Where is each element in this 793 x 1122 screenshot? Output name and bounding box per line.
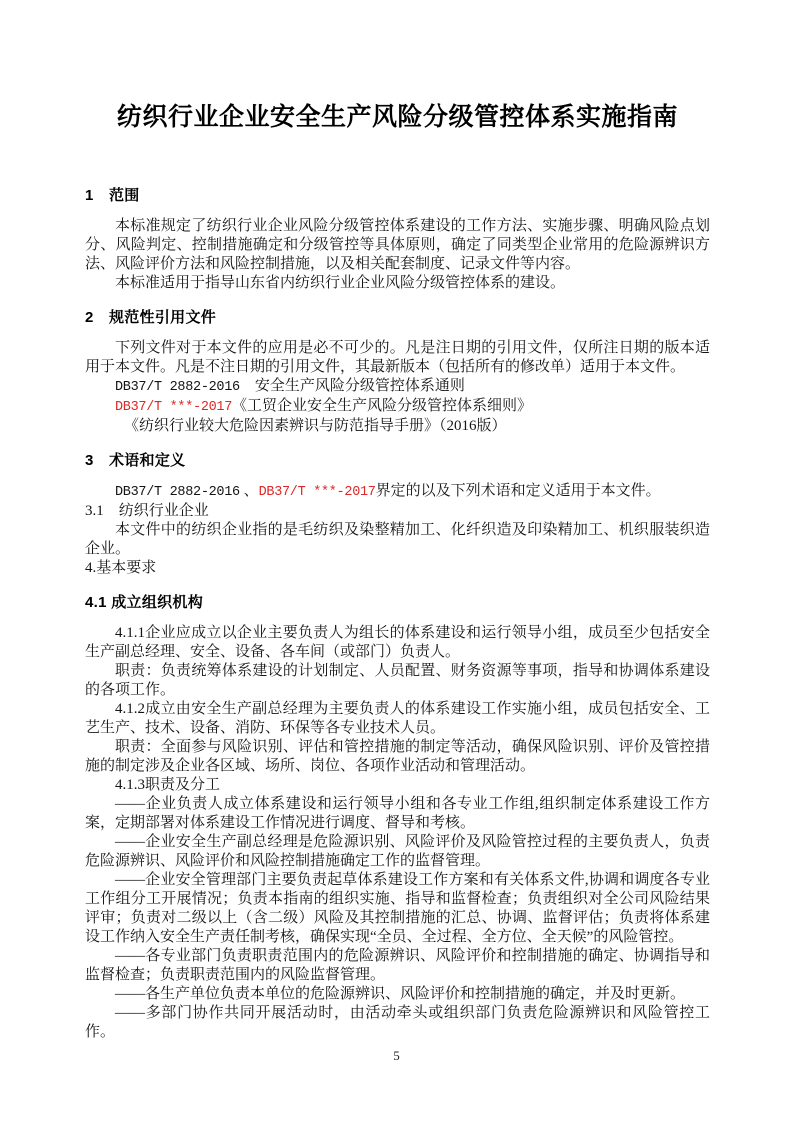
- paragraph-duty-safety-dept: [85, 871, 710, 947]
- text-run: ——企业安全生产副总经理是危险源识别、风险评价及风险管控过程的主要负责人，负责危险源辨识、风险评价和风险控制措施确定工作的监督管理。: [85, 834, 710, 869]
- paragraph-4-1-1-duty: [85, 662, 710, 700]
- text-run: 本文件中的纺织企业指的是毛纺织及染整精加工、化纤织造及印染精加工、机织服装织造企业。: [85, 522, 710, 557]
- standard-code: DB37/T 2882-2016: [115, 485, 240, 500]
- paragraph-scope-2: [85, 274, 710, 293]
- text-run: ——各专业部门负责职责范围内的危险源辨识、风险评价和控制措施的确定、协调指导和监督检查；负责职责范围内的风险监督管理。: [85, 948, 710, 983]
- paragraph-duty-multi-dept: [85, 1004, 710, 1042]
- text-run: 3 术语和定义: [85, 452, 186, 469]
- text-run: 2 规范性引用文件: [85, 309, 217, 326]
- paragraph-scope-1: [85, 217, 710, 274]
- reference-line-2: [85, 397, 710, 417]
- text-run: 4.基本要求: [85, 560, 157, 576]
- paragraph-term-3-1: [85, 502, 710, 521]
- page-number: 5: [393, 1048, 400, 1063]
- paragraph-duty-leader: [85, 795, 710, 833]
- text-run: 《纺织行业较大危险因素辨识与防范指导手册》（2016版）: [124, 418, 507, 434]
- paragraph-4-1-2-duty: [85, 738, 710, 776]
- reference-line-1: [85, 377, 710, 397]
- reference-line-3: [85, 417, 710, 436]
- standard-code-red: DB37/T ***-2017: [258, 485, 376, 500]
- document-body: [85, 186, 710, 1042]
- standard-code: DB37/T 2882-2016: [115, 380, 240, 395]
- text-run: 界定的以及下列术语和定义适用于本文件。: [375, 483, 661, 499]
- paragraph-terms-intro: [85, 482, 710, 502]
- heading-normative-references: [85, 308, 710, 327]
- text-run: ——多部门协作共同开展活动时，由活动牵头或组织部门负责危险源辨识和风险管控工作。: [85, 1005, 710, 1040]
- text-run: 4.1.3职责及分工: [115, 777, 221, 793]
- paragraph-term-3-1-definition: [85, 521, 710, 559]
- heading-scope: [85, 186, 710, 205]
- document-title: 纺织行业企业安全生产风险分级管控体系实施指南: [116, 102, 678, 131]
- text-run: 职责：负责统筹体系建设的计划制定、人员配置、财务资源等事项，指导和协调体系建设的各项工作。: [85, 663, 710, 698]
- text-run: 4.1.1企业应成立以企业主要负责人为组长的体系建设和运行领导小组，成员至少包括安全生产副总经理、安全、设备、各车间（或部门）负责人。: [85, 625, 710, 660]
- heading-organization: [85, 593, 710, 612]
- text-run: 职责：全面参与风险识别、评估和管控措施的制定等活动，确保风险识别、评价及管控措施的制定涉及企业各区域、场所、岗位、各项作业活动和管理活动。: [85, 739, 710, 774]
- paragraph-references-intro: [85, 339, 710, 377]
- paragraph-4-1-2: [85, 700, 710, 738]
- paragraph-4-1-3: [85, 776, 710, 795]
- paragraph-duty-production-unit: [85, 985, 710, 1004]
- text-run: 、: [239, 483, 259, 499]
- text-run: ——企业负责人成立体系建设和运行领导小组和各专业工作组,组织制定体系建设工作方案，定期部署对体系建设工作情况进行调度、督导和考核。: [85, 796, 710, 831]
- standard-code-red: DB37/T ***-2017: [115, 400, 233, 415]
- text-run: 本标准规定了纺织行业企业风险分级管控体系建设的工作方法、实施步骤、明确风险点划分、风险判定、控制措施确定和分级管控等具体原则，确定了同类型企业常用的危险源辨识方法、风险评价方法和风险控制措施，以及相关配套制度、记录文件等内容。: [85, 218, 710, 272]
- text-run: 4.1 成立组织机构: [85, 594, 204, 611]
- text-run: ——企业安全管理部门主要负责起草体系建设工作方案和有关体系文件,协调和调度各专业工作组分工开展情况；负责本指南的组织实施、指导和监督检查；负责组织对全公司风险结果评审；负责对二级以上（含二级）风险及其控制措施的汇总、协调、监督评估；负责将体系建设工作纳入安全生产责任制考核，确保实现“全员、全过程、全方位、全天候”的风险管控。: [85, 872, 710, 945]
- text-run: ——各生产单位负责本单位的危险源辨识、风险评价和控制措施的确定，并及时更新。: [115, 986, 686, 1002]
- paragraph-duty-specialty-dept: [85, 947, 710, 985]
- text-run: 4.1.2成立由安全生产副总经理为主要负责人的体系建设工作实施小组，成员包括安全、工艺生产、技术、设备、消防、环保等各专业技术人员。: [85, 701, 710, 736]
- paragraph-basic-requirements: [85, 559, 710, 578]
- paragraph-4-1-1: [85, 624, 710, 662]
- text-run: 1 范围: [85, 187, 140, 204]
- heading-terms-definitions: [85, 451, 710, 470]
- text-run: 安全生产风险分级管控体系通则: [239, 378, 465, 394]
- text-run: 3.1 纺织行业企业: [85, 503, 209, 519]
- text-run: 下列文件对于本文件的应用是必不可少的。凡是注日期的引用文件，仅所注日期的版本适用于本文件。凡是不注日期的引用文件，其最新版本（包括所有的修改单）适用于本文件。: [85, 340, 710, 375]
- paragraph-duty-deputy-manager: [85, 833, 710, 871]
- text-run: 《工贸企业安全生产风险分级管控体系细则》: [232, 398, 533, 414]
- text-run: 本标准适用于指导山东省内纺织行业企业风险分级管控体系的建设。: [115, 275, 566, 291]
